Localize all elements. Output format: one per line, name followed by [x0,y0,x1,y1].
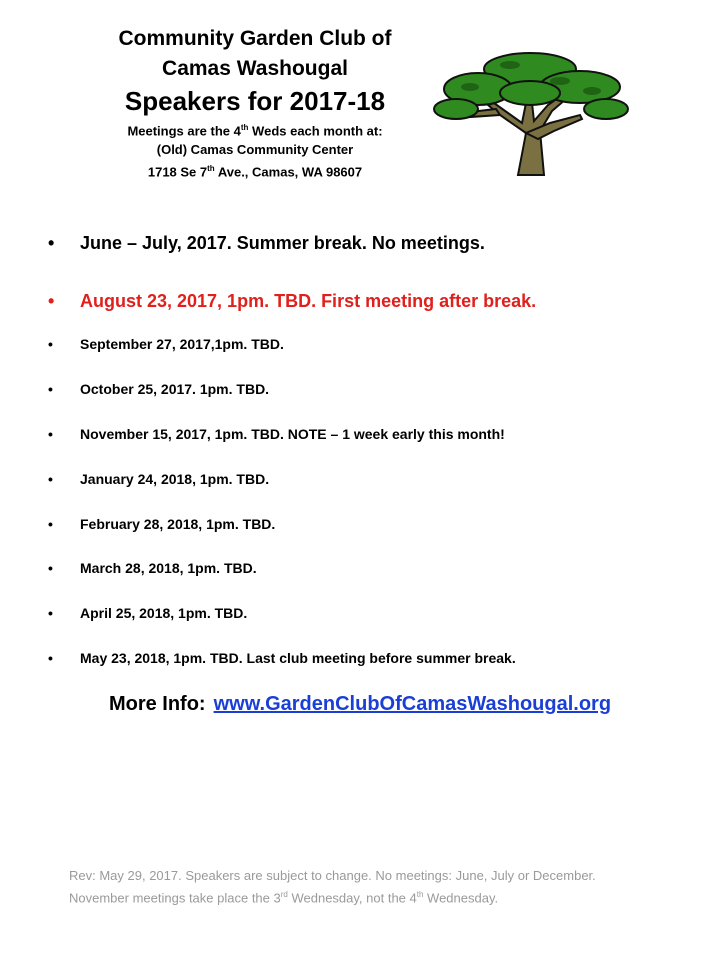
club-name-line-2: Camas Washougal [162,57,348,80]
tree-icon [430,45,630,180]
header [90,24,420,182]
revision-footer [69,866,689,907]
bullet-icon: • [48,381,53,397]
venue-address: 1718 Se 7th Ave., Camas, WA 98607 [147,164,363,180]
bullet-icon: • [48,233,55,253]
venue-name: (Old) Camas Community Center [156,142,354,158]
bullet-icon: • [48,516,53,532]
website-link[interactable]: www.GardenClubOfCamasWashougal.org [213,693,612,715]
bullet-icon: • [48,426,53,442]
bullet-icon: • [48,336,53,352]
meeting-schedule-note: Meetings are the 4th Weds each month at: [127,123,383,139]
page-title: Speakers for 2017-18 [124,86,386,116]
bullet-icon: • [48,560,53,576]
bullet-icon: • [48,650,53,666]
footer-line-1: Rev: May 29, 2017. Speakers are subject to change. No meetings: June, July or December. [69,868,596,883]
more-info [0,693,720,716]
footer-line-2: November meetings take place the 3rd Wednesday, not the 4th Wednesday. [69,890,499,906]
club-name-line-1: Community Garden Club of [118,27,392,50]
bullet-icon: • [48,291,55,311]
bullet-icon: • [48,471,53,487]
bullet-icon: • [48,605,53,621]
more-info-label: More Info: [108,693,206,715]
